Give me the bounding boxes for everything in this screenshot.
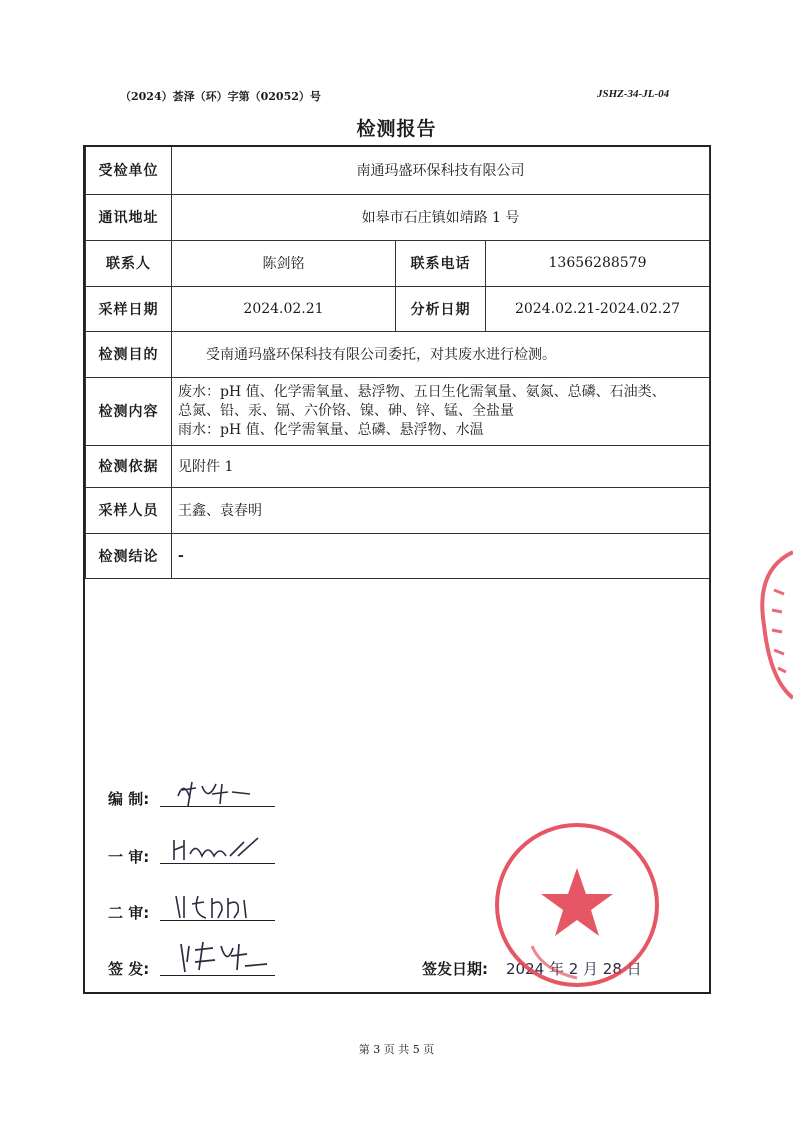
sampling-date-value: 2024.02.21 [172,286,396,331]
form-code: JSHZ-34-JL-04 [597,88,670,100]
contact-value: 陈剑铭 [172,240,396,286]
analysis-date-value: 2024.02.21-2024.02.27 [486,286,710,331]
sampler-label: 采样人员 [86,487,172,533]
address-value: 如皋市石庄镇如靖路 1 号 [172,194,710,240]
row-contact [86,240,710,286]
content-value [172,377,710,445]
content-line-wastewater: 废水：pH 值、化学需氧量、悬浮物、五日生化需氧量、氨氮、总磷、石油类、 [178,383,666,400]
sampling-date-label: 采样日期 [86,286,172,331]
row-address [86,194,710,240]
page-title: 检测报告 [356,118,437,140]
issue-date-value: 2024 年 2 月 28 日 [506,960,642,978]
row-dates [86,286,710,331]
client-value: 南通玛盛环保科技有限公司 [172,147,710,194]
row-basis [86,445,710,487]
review2-signature [170,890,260,924]
contact-label: 联系人 [86,240,172,286]
issue-label: 签 发: [108,960,150,978]
basis-value: 见附件 1 [172,445,710,487]
content-line-wastewater-cont: 总氮、铅、汞、镉、六价铬、镍、砷、锌、锰、全盐量 [178,402,514,419]
report-info-table [85,147,710,579]
review2-label: 二 审: [108,904,150,922]
client-label: 受检单位 [86,147,172,194]
page-footer: 第 3 页 共 5 页 [358,1043,435,1056]
phone-label: 联系电话 [396,240,486,286]
sampler-value: 王鑫、袁春明 [172,487,710,533]
content-label: 检测内容 [86,377,172,445]
purpose-value: 受南通玛盛环保科技有限公司委托，对其废水进行检测。 [172,331,710,377]
issue-date-label: 签发日期: [422,960,488,978]
issue-signature [175,936,270,978]
prepared-signature [172,776,262,810]
row-client [86,147,710,194]
partial-seal-edge [760,550,793,700]
analysis-date-label: 分析日期 [396,286,486,331]
official-seal [492,820,662,990]
review1-signature [168,832,268,866]
row-purpose [86,331,710,377]
content-line-rainwater: 雨水：pH 值、化学需氧量、总磷、悬浮物、水温 [178,421,484,438]
conclusion-value: - [172,533,710,578]
phone-value: 13656288579 [486,240,710,286]
address-label: 通讯地址 [86,194,172,240]
basis-label: 检测依据 [86,445,172,487]
review1-label: 一 审: [108,848,150,866]
row-content [86,377,710,445]
row-conclusion [86,533,710,578]
conclusion-label: 检测结论 [86,533,172,578]
purpose-label: 检测目的 [86,331,172,377]
document-number: （2024）荟泽（环）字第（02052）号 [120,90,321,103]
row-sampler [86,487,710,533]
prepared-label: 编 制: [108,790,150,808]
